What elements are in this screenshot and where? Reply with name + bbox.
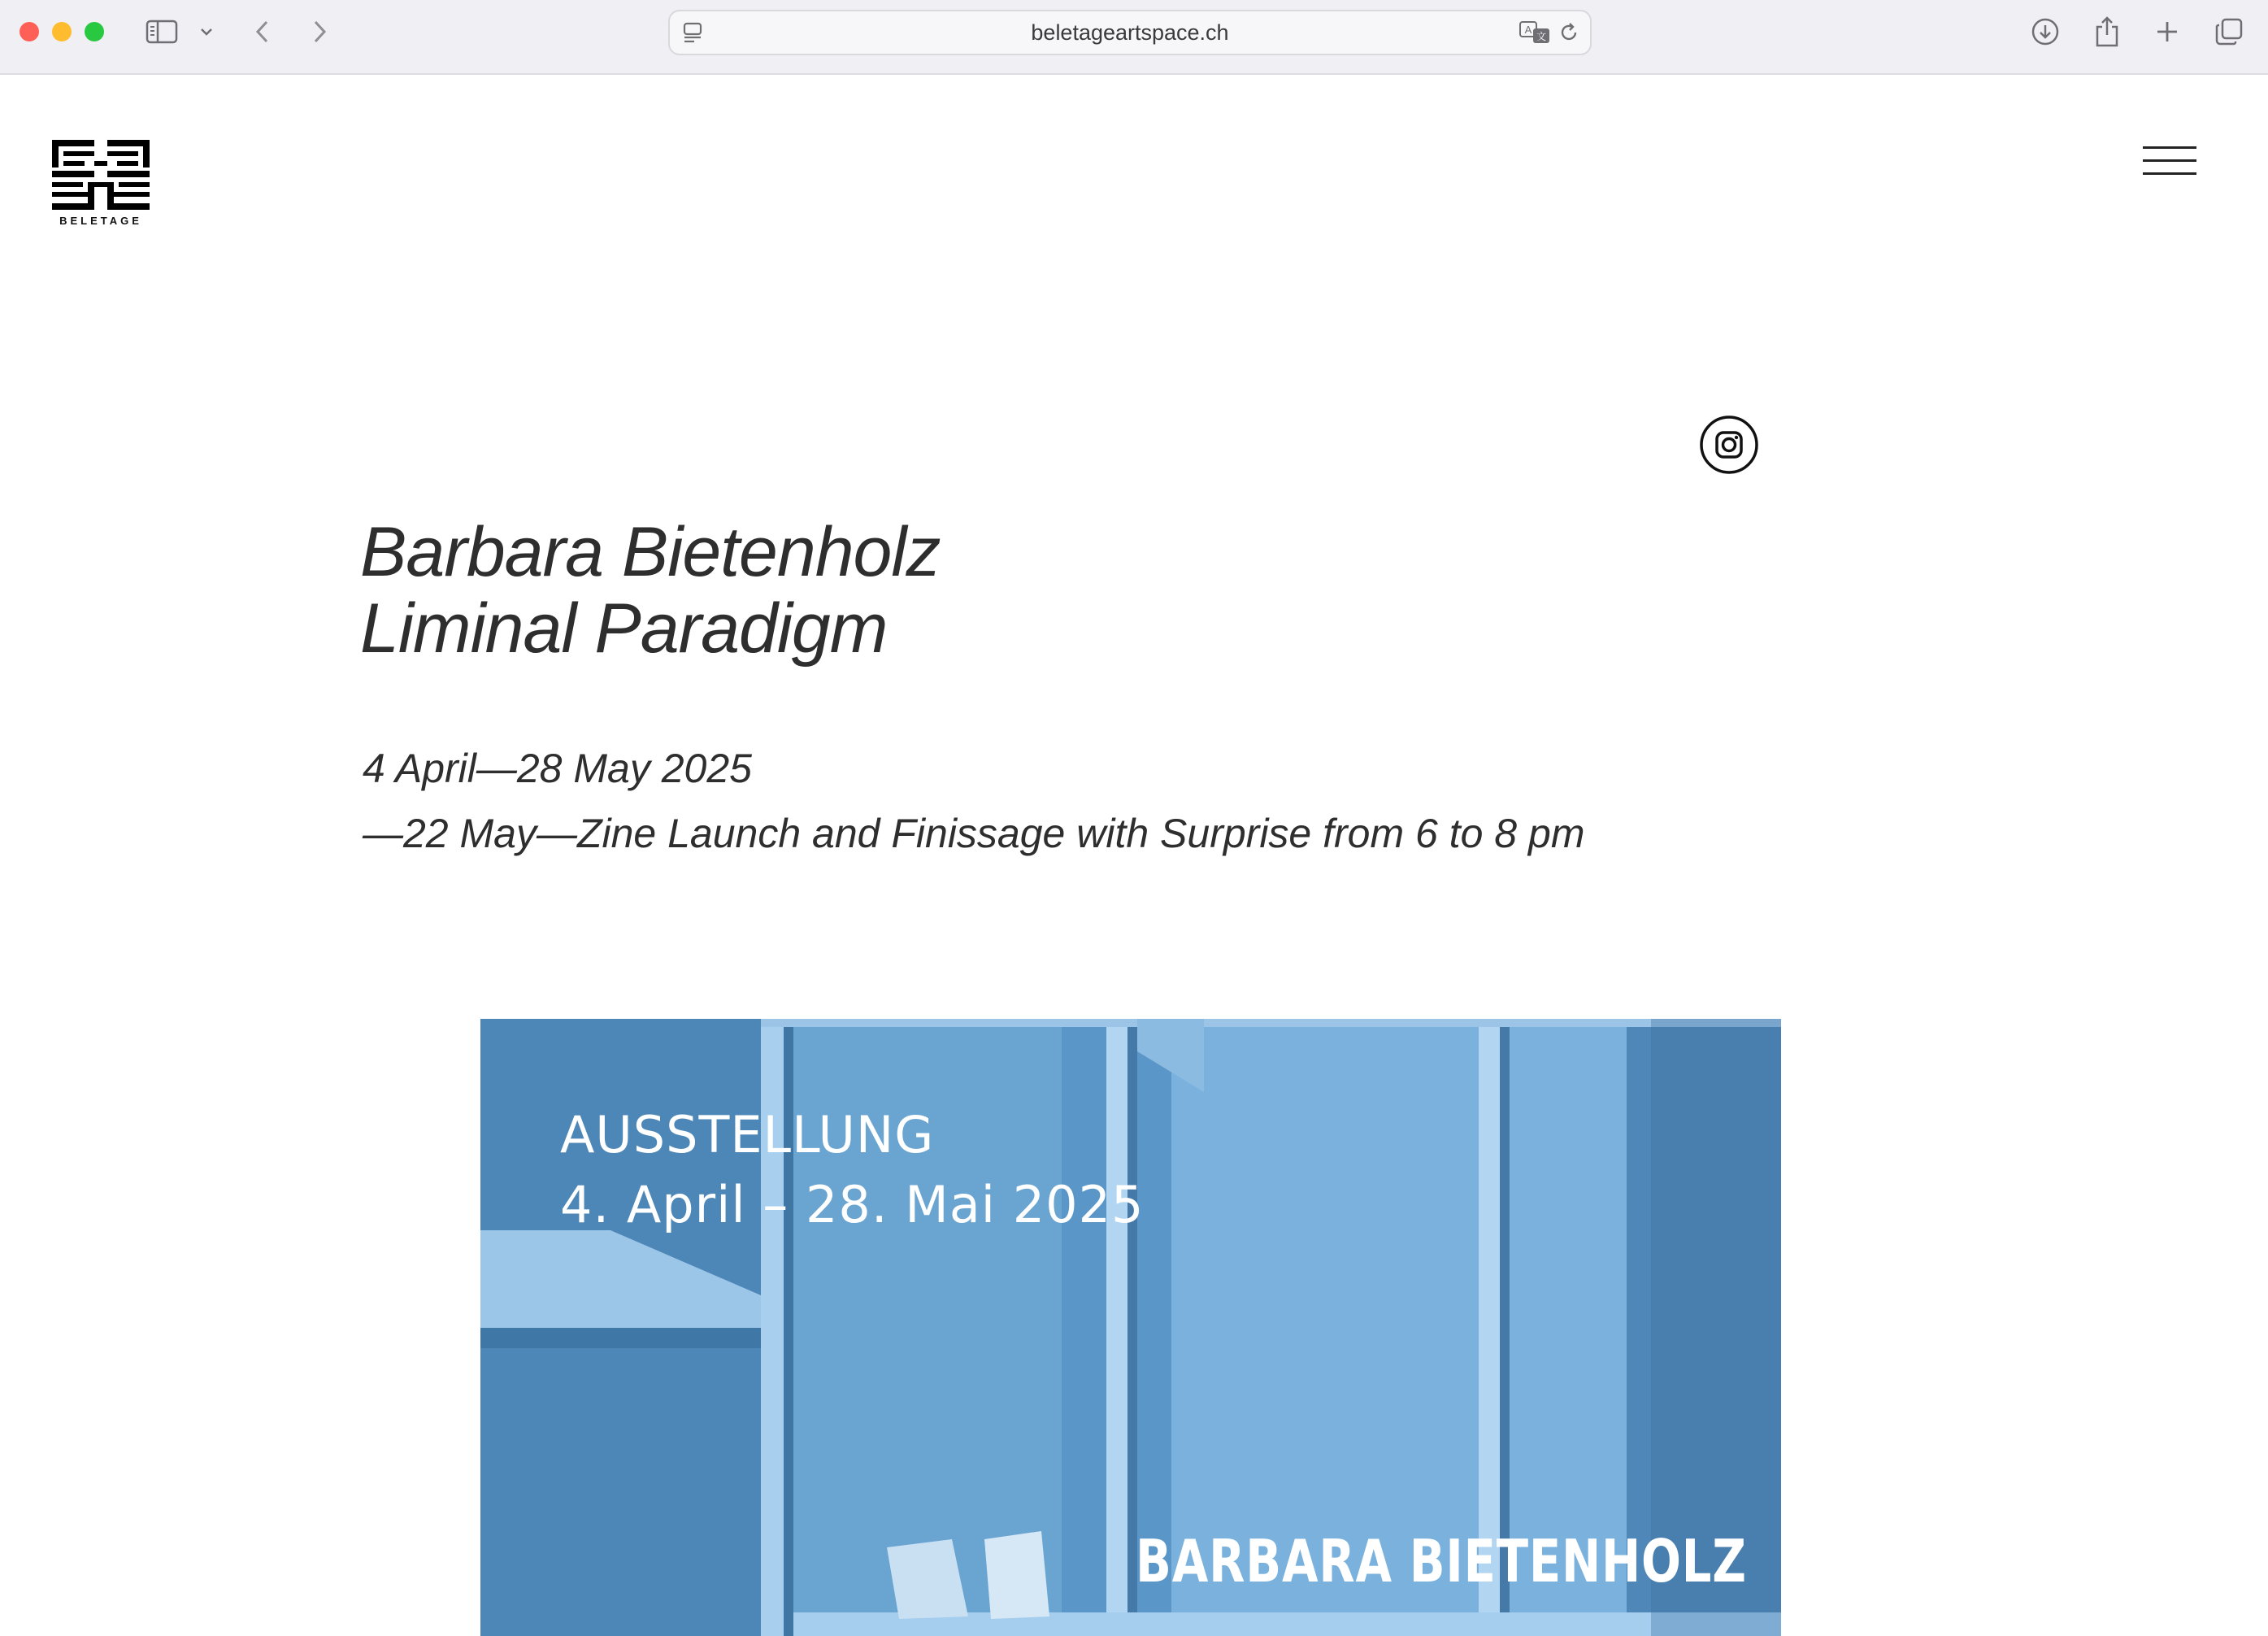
- address-bar[interactable]: [668, 10, 1592, 55]
- chevron-down-icon[interactable]: [198, 13, 215, 50]
- exhibition-title: [360, 514, 1823, 667]
- poster-dates: 4. April – 28. Mai 2025: [560, 1175, 1145, 1234]
- browser-toolbar: [0, 0, 2268, 75]
- instagram-icon[interactable]: [1699, 415, 1759, 475]
- zoom-window-button[interactable]: [85, 22, 104, 41]
- logo-caption: BELETAGE: [59, 215, 142, 227]
- share-icon[interactable]: [2091, 13, 2123, 50]
- translate-icon[interactable]: [1519, 20, 1551, 49]
- close-window-button[interactable]: [20, 22, 39, 41]
- exhibition-dates-block: [363, 736, 2151, 866]
- artist-name: Barbara Bietenholz: [360, 513, 941, 591]
- url-text[interactable]: beletageartspace.ch: [1031, 20, 1229, 45]
- download-icon[interactable]: [2029, 13, 2062, 50]
- new-tab-icon[interactable]: [2153, 13, 2182, 50]
- sidebar-icon[interactable]: [145, 13, 179, 50]
- poster-artist: BARBARA BIETENHOLZ: [1136, 1527, 1747, 1595]
- forward-icon[interactable]: [307, 13, 332, 50]
- tabs-overview-icon[interactable]: [2213, 13, 2245, 50]
- minimize-window-button[interactable]: [52, 22, 72, 41]
- hamburger-menu-icon[interactable]: [2143, 145, 2196, 177]
- reload-icon[interactable]: [1558, 21, 1580, 48]
- event-info: —22 May—Zine Launch and Finissage with Surprise from 6 to 8 pm: [363, 811, 1585, 856]
- exhibition-name: Liminal Paradigm: [360, 590, 888, 668]
- svg-text:A: A: [1524, 24, 1532, 36]
- svg-text:文: 文: [1536, 31, 1547, 42]
- back-icon[interactable]: [250, 13, 275, 50]
- exhibition-poster: [480, 1019, 1781, 1636]
- poster-heading-block: [560, 1100, 1145, 1240]
- poster-heading: AUSSTELLUNG: [560, 1105, 935, 1164]
- exhibition-dates: 4 April—28 May 2025: [363, 746, 752, 791]
